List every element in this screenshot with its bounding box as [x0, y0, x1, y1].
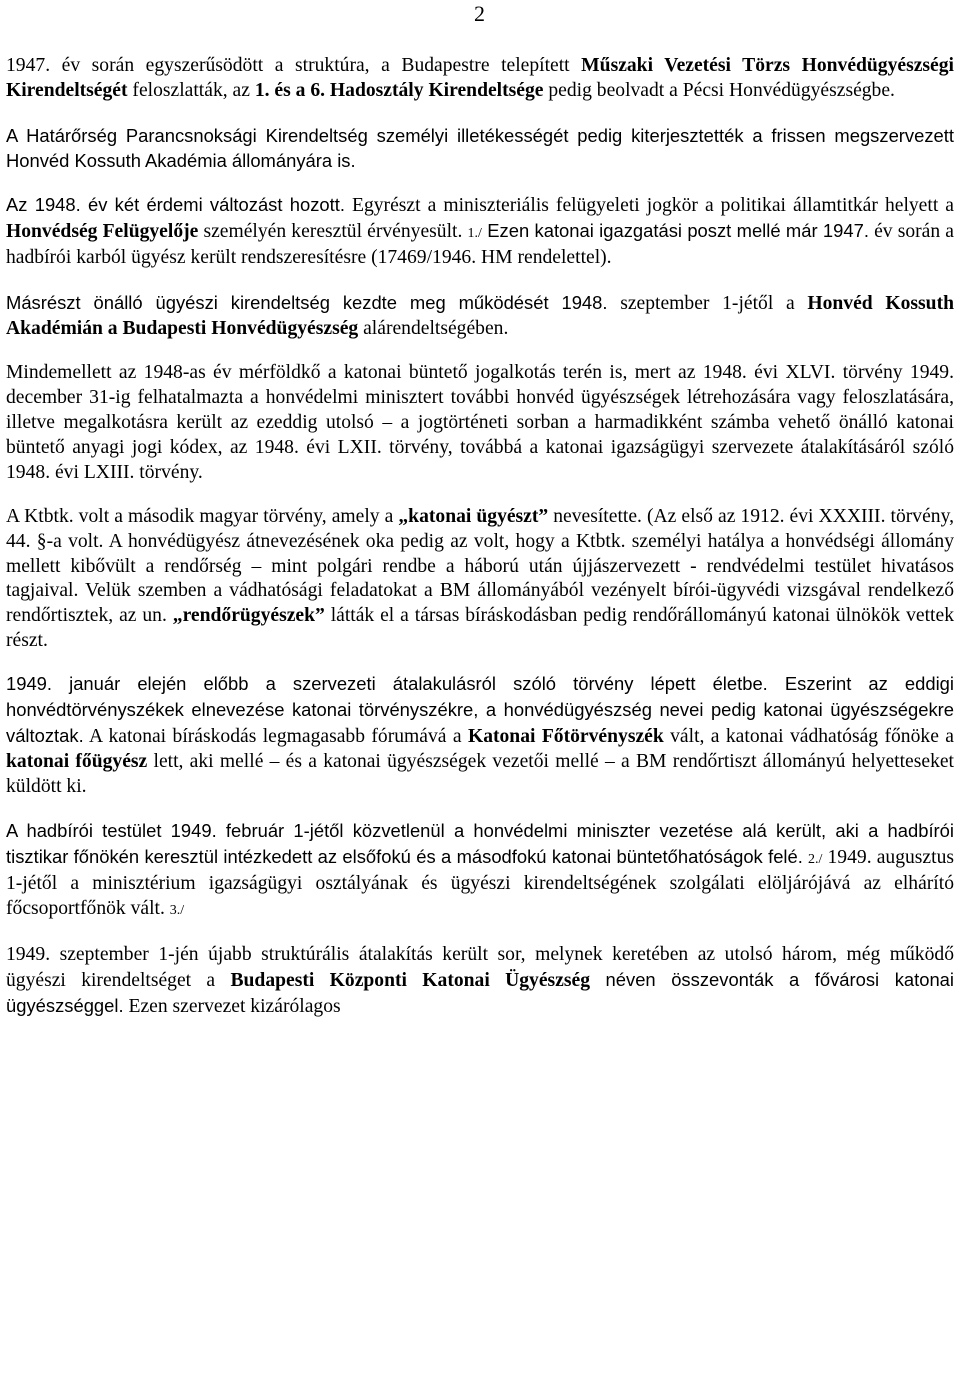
text-run: látták el a társas bíráskodásban pedig rendőrállományú katonai ülnökök vettek részt. [6, 605, 954, 652]
text-run: nevesítette. (Az első az 1912. évi XXXIII. törvény, 44. §-a volt. A honvédügyész átnevezésének oka pedig az volt, hogy a Ktbtk. személyi hatálya a honvédségi állomány mellett kibővült a rendőrség – mint polgári rendbe a háború után újjászervezett - rendvédelmi testület hivatásos tagjaival. Velük szemben a vádhatósági feladatokat a BM állományából vezényelt bírói-ügyvédi vizsgával rendelkező rendőrtisztek, az un. [6, 505, 954, 627]
text-run: 1947. év során egyszerűsödött a struktúra, a Budapestre telepített [6, 55, 582, 76]
page-number: 2 [474, 1, 485, 26]
text-run: személyén keresztül érvényesült. [198, 220, 468, 242]
bold-text: „katonai ügyészt” [398, 505, 549, 527]
bold-text: Honvédség Felügyelője [6, 220, 199, 242]
paragraph-6 [6, 505, 954, 654]
text-run: Másrészt önálló ügyészi kirendeltség kezdte meg működését 1948. [6, 292, 608, 314]
text-run: szeptember 1-jétől a [607, 293, 808, 315]
text-run: év során a hadbírói karból ügyész került rendszeresítésre (17469/1946. HM rendelettel). [6, 220, 955, 269]
text-run: 1949. január elején előbb a szervezeti átalakulásról szóló törvény lépett életbe. Eszerint az eddigi honvédtörvényszékek elnevezése katonai törvényszékre, a honvédügyészség nevei pedig katonai ügyészségekre változtak. [6, 673, 954, 746]
text-run: néven összevonták a fővárosi katonai ügyészséggel. [6, 969, 954, 1017]
bold-text: „rendőrügyészek” [172, 605, 325, 627]
text-run: 1949. szeptember 1-jén újabb struktúrális átalakítás került sor, melynek keretében az utolsó három, még működő ügyészi kirendeltséget a [6, 944, 954, 992]
text-run: feloszlatták, az [127, 79, 255, 101]
bold-text: katonai főügyész [6, 750, 148, 772]
text-run: Az 1948. év két érdemi változást hozott. [6, 193, 345, 215]
footnote-ref: 1./ [467, 225, 482, 241]
document-body [6, 54, 954, 1020]
text-run: 1949. augusztus 1-jétől a minisztérium igazságügyi osztályának és ügyészi kirendeltségének szolgálati elöljárójává az elhárító főcsoportfőnök vált. [6, 846, 954, 920]
paragraph-4 [6, 291, 954, 342]
text-run: A katonai bíráskodás legmagasabb fórumává a [83, 725, 468, 747]
text-run: vált, a katonai vádhatóság főnöke a [663, 725, 954, 747]
bold-text: Katonai Főtörvényszék [467, 725, 664, 747]
text-run: lett, aki mellé – és a katonai ügyészségek vezetői mellé – a BM rendőrtiszt állományú helyetteseket küldött ki. [6, 750, 955, 797]
paragraph-9 [6, 943, 954, 1020]
paragraph-3 [6, 193, 954, 272]
text-run: A Határőrség Parancsnoksági Kirendeltség személyi illetékességét pedig kiterjesztették a frissen megszervezett Honvéd Kossuth Akadémia állományára is. [6, 124, 954, 171]
paragraph-1 [6, 54, 954, 104]
paragraph-7 [6, 672, 954, 800]
bold-text: Honvéd Kossuth Akadémián a Budapesti Honvédügyészség [6, 293, 955, 340]
text-run: A hadbírói testület 1949. február 1-jétől közvetlenül a honvédelmi miniszter vezetése alá került, aki a hadbírói tisztikar főnökén keresztül intézkedett az elsőfokú és a másodfokú katonai büntetőhatóságok felé. [6, 819, 954, 867]
footnote-ref: 3./ [169, 903, 185, 919]
text-run: Ezen szervezet kizárólagos [123, 996, 341, 1018]
bold-text: Budapesti Központi Katonai Ügyészség [230, 970, 590, 992]
text-run: Egyrészt a miniszteriális felügyeleti jogkör a politikai államtitkár helyett a [344, 194, 955, 216]
paragraph-5 [6, 361, 954, 486]
paragraph-2 [6, 124, 954, 174]
text-run: Mindemellett az 1948-as év mérföldkő a katonai büntető jogalkotás terén is, mert az 1948. évi XLVI. törvény 1949. december 31-ig felhatalmazta a honvédelmi minisztert további honvéd ügyészségek létrehozására vagy feloszlatására, illetve megalkotásra került az ezeddig utolsó – a jogtörténeti sorban a harmadikként számba vehető önálló katonai büntető anyagi jogi kódex, az 1948. évi LXII. törvény, továbbá a katonai igazságügyi szervezete átalakításáról szóló 1948. évi LXIII. törvény. [6, 362, 954, 483]
paragraph-8 [6, 819, 954, 925]
bold-text: 1. és a 6. Hadosztály Kirendeltsége [254, 79, 544, 101]
footnote-ref: 2./ [807, 851, 823, 867]
bold-text: Műszaki Vezetési Törzs Honvédügyészségi Kirendeltségét [6, 55, 954, 101]
text-run: pedig beolvadt a Pécsi Honvédügyészségbe. [543, 79, 895, 101]
text-run: Ezen katonai igazgatási poszt mellé már 1947. [481, 219, 869, 241]
text-run: A Ktbtk. volt a második magyar törvény, amely a [6, 505, 399, 527]
text-run: alárendeltségében. [358, 318, 509, 340]
